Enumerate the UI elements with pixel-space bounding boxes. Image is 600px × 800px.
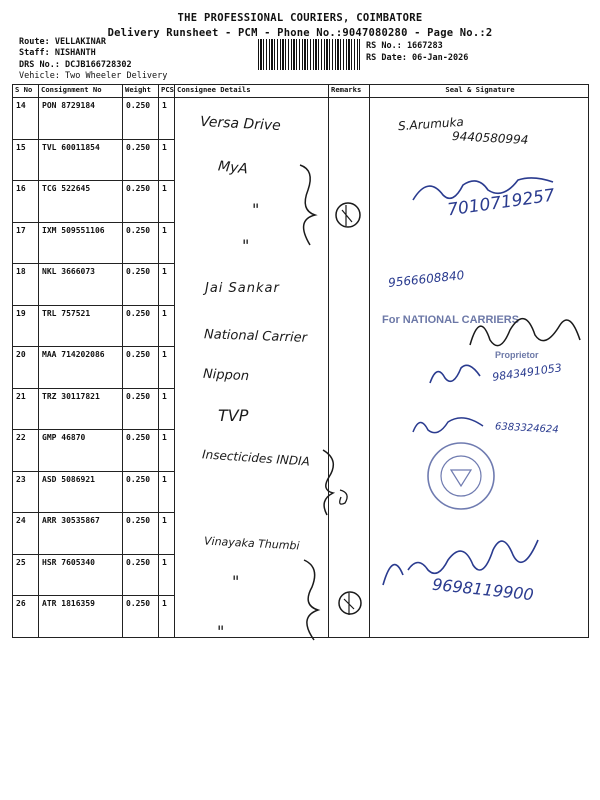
handwritten-consignee-21: TVP — [218, 406, 249, 425]
route-label: Route: VELLAKINAR — [19, 37, 106, 47]
consignment-cell: TCG 522645 — [39, 181, 123, 223]
table-header-row — [13, 85, 589, 98]
sno-cell: 15 — [13, 139, 39, 181]
barcode — [258, 39, 360, 70]
consignment-cell: TRZ 30117821 — [39, 388, 123, 430]
signature-mark-25-26 — [292, 555, 372, 645]
weight-cell: 0.250 — [123, 181, 159, 223]
signature-mark-16-17 — [290, 160, 370, 250]
weight-cell: 0.250 — [123, 139, 159, 181]
handwritten-ditto-16: " — [252, 200, 260, 219]
remarks-cell — [329, 264, 370, 306]
pcs-cell: 1 — [159, 347, 175, 389]
handwritten-consignee-18: Jai Sankar — [205, 281, 280, 296]
consignment-cell: ASD 5086921 — [39, 471, 123, 513]
weight-cell: 0.250 — [123, 471, 159, 513]
sno-cell: 19 — [13, 305, 39, 347]
pcs-cell: 1 — [159, 471, 175, 513]
col-remarks-header: Remarks — [329, 85, 370, 98]
col-consignee-header: Consignee Details — [175, 85, 329, 98]
pcs-cell: 1 — [159, 264, 175, 306]
seal-cell — [370, 222, 589, 264]
consignment-cell: IXM 509551106 — [39, 222, 123, 264]
handwritten-consignee-15: MyA — [217, 158, 249, 178]
sno-cell: 26 — [13, 596, 39, 638]
consignee-cell — [175, 388, 329, 430]
consignment-cell: TVL 60011854 — [39, 139, 123, 181]
vehicle-label: Vehicle: Two Wheeler Delivery — [19, 71, 168, 81]
signature-mark-22-23 — [315, 445, 355, 520]
col-pcs-header: PCS — [159, 85, 175, 98]
consignment-cell: PON 8729184 — [39, 98, 123, 140]
drs-label: DRS No.: DCJB166728302 — [19, 60, 132, 70]
pcs-cell: 1 — [159, 139, 175, 181]
table-row — [13, 471, 589, 513]
weight-cell: 0.250 — [123, 388, 159, 430]
remarks-cell — [329, 98, 370, 140]
handwritten-consignee-22: Insecticides INDIA — [201, 447, 311, 469]
consignment-cell: ATR 1816359 — [39, 596, 123, 638]
signature-phone-18: 9566608840 — [387, 268, 465, 290]
signature-name-14: S.Arumuka — [397, 114, 465, 134]
consignment-cell: NKL 3666073 — [39, 264, 123, 306]
pcs-cell: 1 — [159, 513, 175, 555]
handwritten-consignee-19: National Carrier — [203, 327, 308, 346]
sno-cell: 14 — [13, 98, 39, 140]
sno-cell: 18 — [13, 264, 39, 306]
weight-cell: 0.250 — [123, 305, 159, 347]
weight-cell: 0.250 — [123, 264, 159, 306]
pcs-cell: 1 — [159, 98, 175, 140]
sno-cell: 17 — [13, 222, 39, 264]
consignment-cell: TRL 757521 — [39, 305, 123, 347]
signature-phone-16: 7010719257 — [446, 185, 557, 221]
rs-date: RS Date: 06-Jan-2026 — [366, 53, 469, 63]
col-seal-header: Seal & Signature — [370, 85, 589, 98]
handwritten-consignee-14: Versa Drive — [199, 113, 282, 135]
sno-cell: 22 — [13, 430, 39, 472]
handwritten-ditto-26: " — [217, 622, 225, 641]
pcs-cell: 1 — [159, 596, 175, 638]
consignment-cell: MAA 714202086 — [39, 347, 123, 389]
col-consignment-header: Consignment No — [39, 85, 123, 98]
pcs-cell: 1 — [159, 222, 175, 264]
sno-cell: 21 — [13, 388, 39, 430]
weight-cell: 0.250 — [123, 554, 159, 596]
stamp-proprietor: Proprietor — [495, 350, 539, 360]
remarks-cell — [329, 388, 370, 430]
weight-cell: 0.250 — [123, 513, 159, 555]
weight-cell: 0.250 — [123, 347, 159, 389]
consignee-cell — [175, 471, 329, 513]
sno-cell: 24 — [13, 513, 39, 555]
handwritten-consignee-24: Vinayaka Thumbi — [203, 534, 300, 553]
consignment-cell: HSR 7605340 — [39, 554, 123, 596]
weight-cell: 0.250 — [123, 596, 159, 638]
company-title: THE PROFESSIONAL COURIERS, COIMBATORE — [177, 12, 423, 24]
remarks-cell — [329, 305, 370, 347]
signature-phone-20: 9843491053 — [491, 361, 563, 384]
col-sno-header: S No — [13, 85, 39, 98]
runsheet-subtitle: Delivery Runsheet - PCM - Phone No.:9047080280 - Page No.:2 — [107, 27, 493, 39]
sno-cell: 20 — [13, 347, 39, 389]
weight-cell: 0.250 — [123, 430, 159, 472]
consignment-cell: ARR 30535867 — [39, 513, 123, 555]
sno-cell: 16 — [13, 181, 39, 223]
weight-cell: 0.250 — [123, 98, 159, 140]
signature-scribble-21 — [408, 412, 488, 440]
pcs-cell: 1 — [159, 388, 175, 430]
consignee-cell — [175, 347, 329, 389]
signature-phone-14: 9440580994 — [451, 129, 529, 147]
sno-cell: 23 — [13, 471, 39, 513]
pcs-cell: 1 — [159, 430, 175, 472]
handwritten-ditto-17: " — [242, 236, 250, 255]
sno-cell: 25 — [13, 554, 39, 596]
pcs-cell: 1 — [159, 305, 175, 347]
pcs-cell: 1 — [159, 181, 175, 223]
weight-cell: 0.250 — [123, 222, 159, 264]
signature-scribble-20 — [425, 358, 485, 388]
seal-cell — [370, 596, 589, 638]
handwritten-ditto-25: " — [232, 572, 240, 591]
remarks-cell — [329, 347, 370, 389]
col-weight-header: Weight — [123, 85, 159, 98]
staff-label: Staff: NISHANTH — [19, 48, 96, 58]
consignment-cell: GMP 46870 — [39, 430, 123, 472]
company-seal-stamp — [425, 440, 497, 512]
signature-phone-25: 9698119900 — [431, 574, 535, 605]
signature-phone-21: 6383324624 — [494, 421, 559, 436]
table-row — [13, 264, 589, 306]
stamp-national-carriers: For NATIONAL CARRIERS — [382, 314, 520, 326]
handwritten-consignee-20: Nippon — [202, 366, 250, 385]
rs-number: RS No.: 1667283 — [366, 41, 443, 51]
pcs-cell: 1 — [159, 554, 175, 596]
